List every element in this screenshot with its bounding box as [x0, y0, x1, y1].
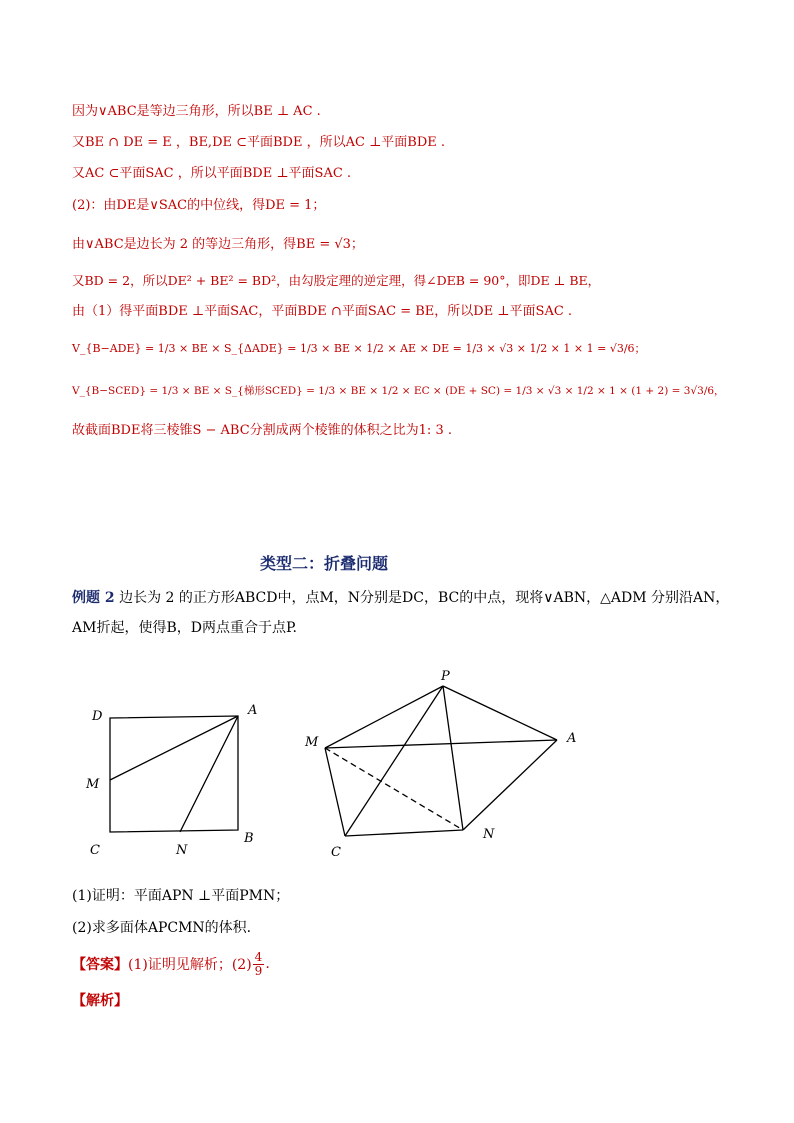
answer-fraction: [253, 951, 265, 978]
figure-square: [70, 690, 270, 865]
example-label: 例题 2: [72, 590, 115, 606]
analysis-tag: 【解析】: [72, 993, 128, 1009]
question-2: (2)求多面体APCMN的体积.: [72, 920, 252, 936]
example-line-1: [72, 588, 729, 608]
figure-pyramid: [295, 660, 595, 865]
solution-line-1: 因为∨ABC是等边三角形，所以BE ⊥ AC .: [72, 104, 321, 119]
label-d: D: [92, 709, 103, 724]
label-a2: A: [567, 731, 577, 746]
answer-text: (1)证明见解析；(2): [128, 957, 252, 973]
solution-line-4: (2)：由DE是∨SAC的中位线，得DE = 1；: [72, 198, 326, 213]
fraction-numerator: 4: [254, 949, 263, 964]
section-title: 类型二：折叠问题: [260, 554, 389, 573]
label-a: A: [248, 703, 258, 718]
answer-tag: 【答案】: [72, 957, 128, 973]
formula-volume-sced: V_{B−SCED} = 1/3 × BE × S_{梯形SCED} = 1/3 × BE × 1/2 × EC × (DE + SC) = 1/3 × √3 × 1/2 × 1 × (1 + 2) = 3√3/6，: [72, 385, 725, 397]
edge-pn: [443, 686, 463, 830]
solution-line-2: 又BE ∩ DE = E ，BE,DE ⊂平面BDE ，所以AC ⊥平面BDE .: [72, 135, 446, 150]
square-outline: [110, 716, 238, 832]
label-m: M: [86, 777, 100, 792]
label-p: P: [441, 669, 450, 684]
label-c2: C: [331, 845, 341, 860]
formula-volume-adE: V_{B−ADE} = 1/3 × BE × S_{ΔADE} = 1/3 × BE × 1/2 × AE × DE = 1/3 × √3 × 1/2 × 1 × 1 = √3/6；: [72, 342, 646, 355]
edge-pc: [345, 686, 443, 836]
fraction-denominator: 9: [254, 963, 263, 978]
edge-pm: [325, 686, 443, 748]
solution-line-6: 又BD = 2，所以DE² + BE² = BD²，由勾股定理的逆定理，得∠DEB = 90°，即DE ⊥ BE，: [72, 273, 601, 288]
answer-end: .: [265, 956, 270, 972]
example-text-1: 边长为 2 的正方形ABCD中，点M，N分别是DC，BC的中点，现将∨ABN，△ADM 分别沿AN，: [114, 590, 730, 606]
label-n2: N: [483, 827, 495, 842]
solution-line-3: 又AC ⊂平面SAC ，所以平面BDE ⊥平面SAC .: [72, 166, 352, 181]
label-m2: M: [305, 735, 319, 750]
segment-an: [180, 716, 238, 832]
solution-line-7: 由（1）得平面BDE ⊥平面SAC，平面BDE ∩平面SAC = BE，所以DE ⊥平面SAC .: [72, 304, 573, 319]
label-n: N: [176, 843, 188, 858]
solution-conclusion: 故截面BDE将三棱锥S − ABC分割成两个棱锥的体积之比为1: 3 .: [72, 423, 452, 438]
edge-ma: [325, 740, 557, 748]
solution-line-5: 由∨ABC是边长为 2 的等边三角形，得BE = √3；: [72, 237, 364, 252]
label-c: C: [90, 843, 100, 858]
label-b: B: [244, 831, 254, 846]
edge-cn: [345, 830, 463, 836]
edge-pa: [443, 686, 557, 740]
example-line-2: AM折起，使得B，D两点重合于点P.: [72, 620, 297, 636]
segment-am: [110, 716, 238, 780]
edge-mc: [325, 748, 345, 836]
edge-na: [463, 740, 557, 830]
answer-line: [72, 948, 270, 980]
question-1: (1)证明：平面APN ⊥平面PMN；: [72, 888, 290, 904]
